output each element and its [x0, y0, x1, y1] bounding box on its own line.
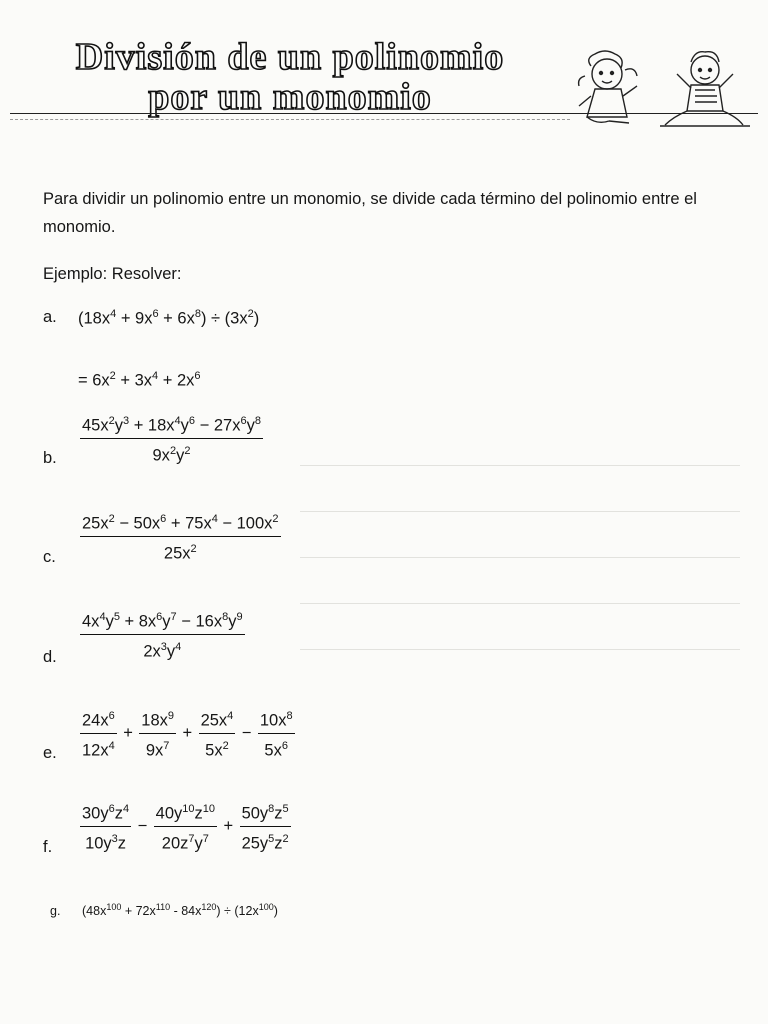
title-divider: [10, 113, 758, 114]
fraction-bar: [80, 438, 263, 439]
item-e-term-2: $\frac{18x^9}{9x^7}$: [141, 710, 175, 759]
fraction-bar: [80, 536, 281, 537]
item-f-term-2: $\frac{40y^{10}z^{10}}{20z^7y^7}$: [155, 803, 216, 852]
item-e-term-4: $\frac{10x^8}{5x^6}$: [259, 710, 293, 759]
item-c-denominator: $25x^2$: [163, 542, 197, 562]
example-heading: Ejemplo: Resolver:: [43, 265, 182, 283]
intro-paragraph: Para dividir un polinomio entre un monomio, se divide cada término del polinomio entre el monomio.: [43, 190, 697, 236]
item-d-denominator: $2x^3y^4$: [143, 640, 182, 660]
item-b-expression: [80, 410, 263, 466]
item-f-label: f.: [43, 838, 53, 856]
item-e-expression: $\frac{24x^6}{12x^4}$ + $\frac{18x^9}{9x^7}$ + $\frac{25x^4}{5x^2}$ − $\frac{10x^8}{5x^6}$: [80, 705, 295, 761]
item-c-label: c.: [43, 548, 56, 566]
item-b-denominator: $9x^2y^2$: [152, 444, 191, 464]
item-b-label: b.: [43, 449, 57, 467]
item-a-expression: $(18x^4 + 9x^6 + 6x^8) \div (3x^2)$: [78, 308, 260, 328]
bleed-through-text: [300, 410, 740, 700]
page-title-line-2: por un monomio: [148, 76, 432, 118]
item-f-term-1: $\frac{30y^6z^4}{10y^3z}$: [82, 803, 130, 852]
item-a-answer: = $6x^2 + 3x^4 + 2x^6$: [78, 370, 201, 390]
item-e-term-1: $\frac{24x^6}{12x^4}$: [82, 710, 115, 759]
item-f-expression: $\frac{30y^6z^4}{10y^3z}$ − $\frac{40y^{10}z^{10}}{20z^7y^7}$ + $\frac{50y^8z^5}{25y^5z^2}$: [80, 798, 291, 854]
item-g-expression: $(48x^{100} + 72x^{110} - 84x^{120}) \div (12x^{100})$: [82, 902, 278, 919]
item-c-expression: [80, 508, 281, 564]
page-title-line-1: División de un polinomio: [75, 36, 505, 78]
item-d-numerator: $4x^4y^5 + 8x^6y^7 - 16x^8y^9$: [82, 611, 243, 631]
item-c-numerator: $25x^2 - 50x^6 + 75x^4 - 100x^2$: [82, 513, 279, 533]
item-e-label: e.: [43, 744, 57, 762]
item-d-expression: [80, 606, 245, 662]
item-a-answer-prefix: =: [78, 371, 93, 390]
item-g-label: g.: [50, 904, 61, 918]
item-f-term-3: $\frac{50y^8z^5}{25y^5z^2}$: [241, 803, 289, 852]
item-b-numerator: $45x^2y^3 + 18x^4y^6 - 27x^6y^8$: [82, 415, 261, 435]
title-divider-shadow: [10, 119, 570, 120]
item-e-term-3: $\frac{25x^4}{5x^2}$: [200, 710, 234, 759]
item-a-label: a.: [43, 308, 57, 326]
fraction-bar: [80, 634, 245, 635]
item-d-label: d.: [43, 648, 57, 666]
children-illustration: [565, 48, 755, 130]
